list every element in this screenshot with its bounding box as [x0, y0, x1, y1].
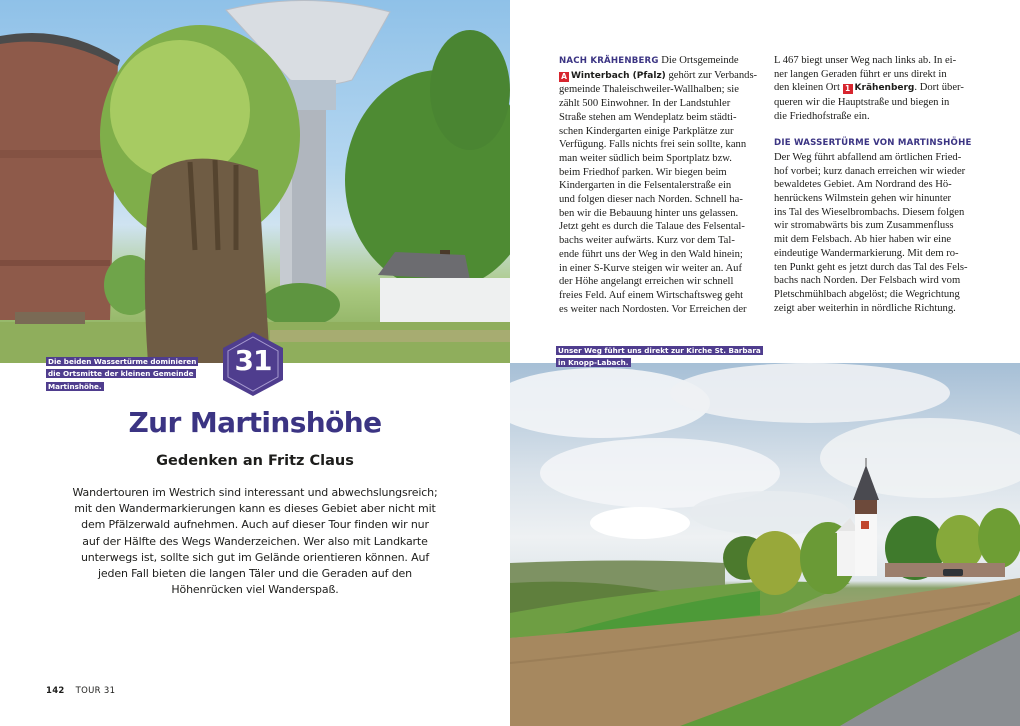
page-folio [46, 686, 115, 696]
section-heading-wassertuerme: DIE WASSERTÜRME VON MARTINSHÖHE [774, 138, 972, 149]
waypoint-marker-a: A [559, 72, 569, 82]
waypoint-marker-1: 1 [843, 84, 853, 94]
text-column-2: L 467 biegt unser Weg nach links ab. In ei- ner langen Geraden führt er uns direkt in den kleinen Ort 1 Krähenberg. Dort über- queren wir die Hauptstraße und biegen in die Friedhofstraße ein. DIE WASSERTÜRME VON MARTINSHÖHE Der Weg führt abfallend am örtlichen Fried- hof vorbei; kurz danach erreichen wir wieder bewaldetes Gebiet. Am Nordrand des Hö- henrückens Wilmstein gehen wir hinunter ins Tal des Wieselbrombachs. Diesem folgen wir stromabwärts bis zum Zusammenfluss mit dem Felsbach. Ab hier haben wir eine eindeutige Wandermarkierung. Mit dem ro- ten Punkt geht es jetzt durch das Tal des Fels- bachs nach Norden. Der Felsbach wird vom Pletschmühlbach abgelöst; die Wegrichtung zeigt aber weiterhin in nördliche Richtung. [774, 54, 974, 315]
tour-title: Zur Martinshöhe [128, 406, 382, 439]
running-section: TOUR 31 [75, 686, 116, 696]
caption-line: die Ortsmitte der kleinen Gemeinde [48, 369, 194, 379]
photo-caption-right [556, 345, 776, 370]
tour-number: 31 [234, 344, 272, 377]
intro-paragraph: Wandertouren im Westrich sind interessant und abwechslungsreich; mit den Wandermarkierungen kann es dieses Gebiet aber nicht mit dem Pfälzerwald aufnehmen. Auch auf dieser Tour finden wir nur auf der Hälfte des Wegs Wanderzeichen. Wer also mit Landkarte unterwegs ist, sollte sich gut im Gelände orientieren können. Auf jeden Fall bieten die langen Täler und die Geraden auf den Höhenrücken viel Wanderspaß. [72, 486, 438, 597]
church-landscape-illustration [510, 363, 1020, 726]
page-number: 142 [46, 686, 65, 696]
section-heading-kraehenberg: NACH KRÄHENBERG [559, 56, 659, 66]
caption-line: in Knopp-Labach. [558, 358, 629, 368]
paragraph-gap [774, 124, 974, 138]
caption-line: Die beiden Wassertürme dominieren [48, 357, 197, 366]
church-landscape-photo [510, 363, 1020, 726]
caption-line: Unser Weg führt uns direkt zur Kirche St. Barbara [558, 346, 761, 355]
caption-line: Martinshöhe. [48, 381, 102, 391]
text-column-1: NACH KRÄHENBERG Die Ortsgemeinde A Winterbach (Pfalz) gehört zur Verbands- gemeinde Thaleischweiler-Wallhalben; sie zählt 500 Einwohner. In der Landstuhler Straße stehen am Wendeplatz beim städti- schen Kindergarten einige Parkplätze zur Verfügung. Falls nichts frei sein sollte, kann man weiter südlich beim Sportplatz bzw. beim Friedhof parken. Wir biegen beim Kindergarten in die Felsentalerstraße ein und folgen dieser nach Norden. Schnell ha- ben wir die Bebauung hinter uns gelassen. Jetzt geht es durch die Talaue des Felsental- bachs weiter aufwärts. Kurz vor dem Tal- ende führt uns der Weg in den Wald hinein; in einer S-Kurve steigen wir weiter an. Auf der Höhe angelangt erreichen wir schnell freies Feld. Auf einem Wirtschaftsweg geht es weiter nach Nordosten. Vor Erreichen der [559, 55, 758, 315]
photo-caption-left [46, 356, 206, 393]
water-towers-photo [0, 0, 510, 363]
tour-number-badge [222, 331, 284, 397]
tour-subtitle: Gedenken an Fritz Claus [156, 453, 354, 469]
water-towers-illustration [0, 0, 510, 363]
place-kraehenberg: Krähenberg [854, 83, 915, 94]
place-winterbach: Winterbach (Pfalz) [571, 70, 666, 81]
